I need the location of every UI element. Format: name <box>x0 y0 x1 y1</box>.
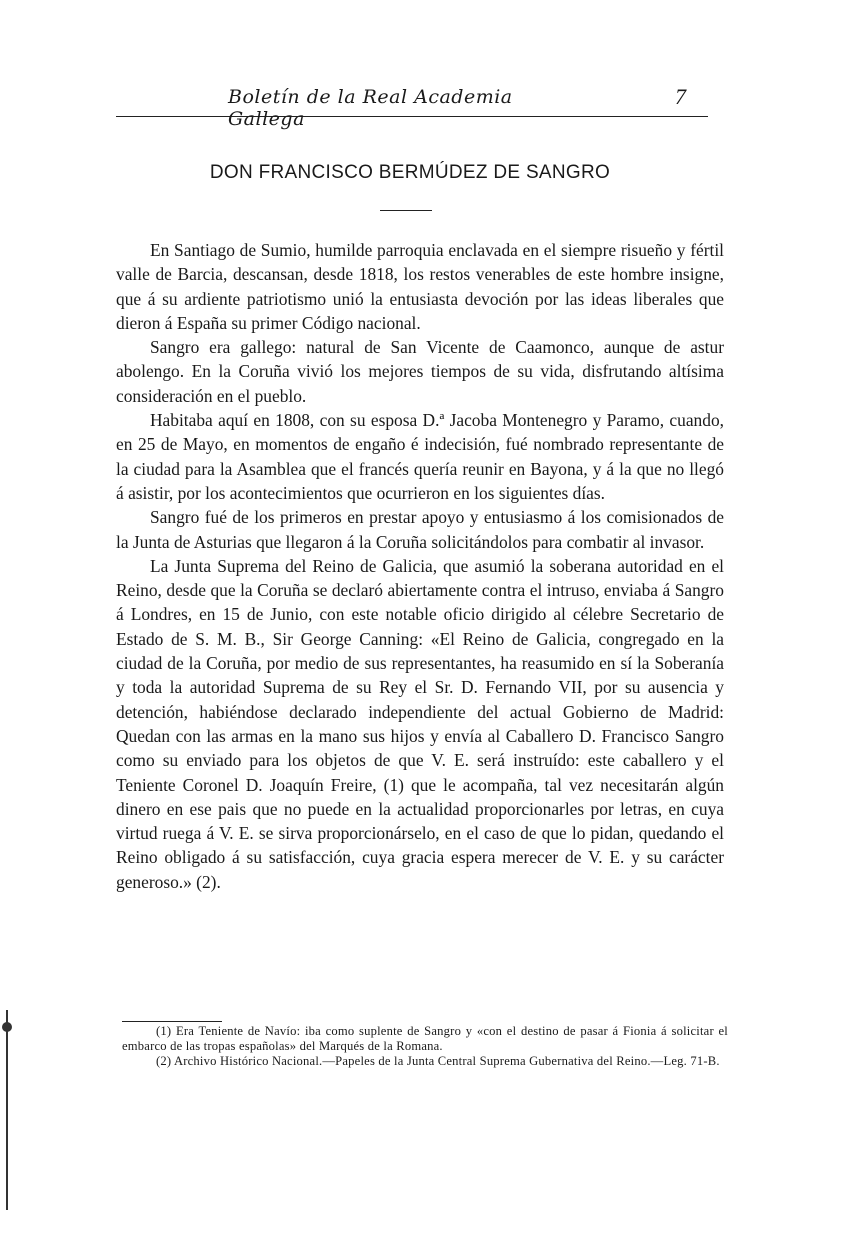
paragraph: Sangro fué de los primeros en prestar apoyo y entusiasmo á los comisionados de la Junta de Asturias que llegaron á la Coruña solicitándolos para combatir al invasor. <box>116 507 724 552</box>
article-body <box>116 238 724 894</box>
footnote: (2) Archivo Histórico Nacional.—Papeles de la Junta Central Suprema Gubernativa del Reino.—Leg. 71-B. <box>156 1054 720 1069</box>
page-number: 7 <box>675 84 686 109</box>
paragraph: La Junta Suprema del Reino de Galicia, que asumió la soberana autoridad en el Reino, desde que la Coruña se declaró abiertamente contra el intruso, enviaba á Sangro á Londres, en 15 de Junio, con este notable oficio dirigido al célebre Secretario de Estado de S. M. B., Sir George Canning: «El Reino de Galicia, congregado en la ciudad de la Coruña, por medio de sus representantes, ha reasumido en sí la Soberanía y toda la autoridad Suprema de su Rey el Sr. D. Fernando VII, por su ausencia y detención, habiéndose declarado independiente del actual Gobierno de Madrid: Quedan con las armas en la mano sus hijos y envía al Caballero D. Francisco Sangro como su enviado para los objetos de que V. E. será instruído: este caballero y el Teniente Coronel D. Joaquín Freire, (1) que le acompaña, tal vez necesitarán algún dinero en ese pais que no puede en la actualidad proporcionarles por letras, en cuya virtud ruega á V. E. se sirva proporcionárselo, en el caso de que lo pidan, quedando el Reino obligado á su satisfacción, cuya gracia espera merecer de V. E. y su carácter generoso.» (2). <box>116 555 724 892</box>
binding-mark <box>2 1022 12 1032</box>
title-divider <box>380 210 432 211</box>
paragraph: Habitaba aquí en 1808, con su esposa D.ª Jacoba Montenegro y Paramo, cuando, en 25 de Mayo, en momentos de engaño é indecisión, fué nombrado representante de la ciudad para la Asamblea que el francés quería reunir en Bayona, y á la que no llegó á asistir, por los acontecimientos que ocurrieron en los siguientes días. <box>116 410 724 503</box>
footnotes <box>122 1024 728 1070</box>
page-header <box>116 84 708 130</box>
paragraph: En Santiago de Sumio, humilde parroquia enclavada en el siempre risueño y fértil valle de Barcia, descansan, desde 1818, los restos venerables de este hombre insigne, que á su ardiente patriotismo unió la entusiasta devoción por las ideas liberales que dieron á España su primer Código nacional. <box>116 240 724 333</box>
footnote-divider <box>122 1021 222 1022</box>
paragraph: Sangro era gallego: natural de San Vicente de Caamonco, aunque de astur abolengo. En la Coruña vivió los mejores tiempos de su vida, disfrutando altísima consideración en el pueblo. <box>116 337 724 406</box>
running-title: Boletín de la Real Academia Gallega <box>228 86 513 130</box>
binding-edge <box>6 1010 14 1210</box>
footnote: (1) Era Teniente de Navío: iba como suplente de Sangro y «con el destino de pasar á Fionia á solicitar el embarco de las tropas españolas» del Marqués de la Romana. <box>122 1024 728 1054</box>
article-title: DON FRANCISCO BERMÚDEZ DE SANGRO <box>209 162 611 183</box>
